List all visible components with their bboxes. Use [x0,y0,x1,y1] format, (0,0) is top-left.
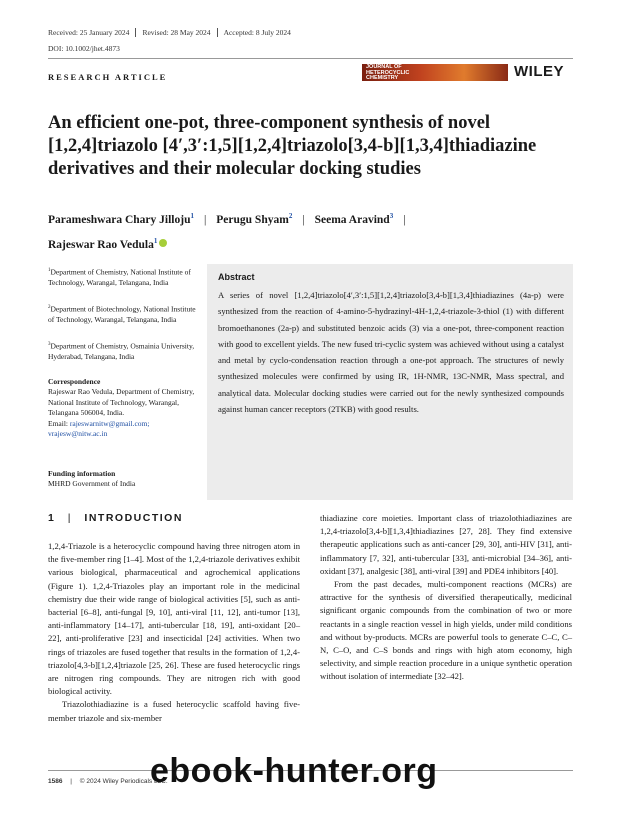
author-name[interactable]: Rajeswar Rao Vedula [48,238,154,251]
journal-logo-line2: HETEROCYCLIC [366,69,410,76]
abstract-heading: Abstract [218,272,255,282]
article-title: An efficient one-pot, three-component synthesis of novel [1,2,4]triazolo [4′,3′:1,5][1,2,4]triazolo[3,4-b][1,3,4]thiadiazine derivatives and their molecular docking studies [48,113,537,179]
paragraph: 1,2,4-Triazole is a heterocyclic compound having three nitrogen atom in the five-member ring [1–4]. Most of the 1,2,4-triazole derivatives exhibit various biological, pharmaceutical and agrochemical applications (Figure 1). 1,2,4-Triazoles play an important role in the medicinal chemistry due their wide range of biological activities [5], such as anti-bacterial [6–8], anti-fungal [9, 10], anti-viral [11, 12], anti-tumor [13], anti-inflammatory [14–17], anti-tubercular [18, 19], anti-oxidant [20–22], anti-proliferative [23] and insecticidal [24] activities. When two rings of triazoles are fused together that results in the formation of 1,2,4-triazolo[4,3-b][1,2,4]triazole [25, 26]. These are fused heterocyclic rings are nitrogen ring compounds. They are nitrogen rich with good biological activity. [48,541,300,697]
author-name[interactable]: Perugu Shyam [216,213,289,226]
right-column [320,512,572,684]
email-label: Email: [48,418,68,428]
journal-logo-line1: JOURNAL OF [366,64,402,70]
funding-text: MHRD Government of India [48,479,136,488]
email-link[interactable]: rajeswarnitw@gmail.com; [69,418,150,428]
correspondence-heading: Correspondence [48,377,101,386]
doi[interactable]: DOI: 10.1002/jhet.4873 [48,44,120,53]
author-name[interactable]: Seema Aravind [314,213,390,226]
affiliation [48,303,198,326]
affiliation-number: 3 [48,342,51,347]
affiliation-text: Department of Chemistry, Osmainia University, Hyderabad, Telangana, India [48,341,195,361]
author-affiliation-ref[interactable]: 1 [153,236,158,245]
author-separator: | [403,213,406,226]
correspondence-address: Rajeswar Rao Vedula, Department of Chemistry, National Institute of Technology, Warangal, Telangana 506004, India. [48,387,195,417]
author-affiliation-ref[interactable]: 3 [389,212,394,220]
header-divider [48,58,573,59]
section-title: INTRODUCTION [84,512,183,524]
funding-heading: Funding information [48,469,116,478]
affiliation-number: 1 [48,268,51,273]
author-affiliation-ref[interactable]: 2 [288,212,293,220]
author-name[interactable]: Parameshwara Chary Jilloju [48,213,191,226]
affiliation [48,266,198,289]
section-heading [48,512,183,524]
footer-separator: | [70,778,72,785]
abstract-text: A series of novel [1,2,4]triazolo[4′,3′:1,5][1,2,4]triazolo[3,4-b][1,3,4]thiadiazines (4a-p) were synthesized from the reaction of 4-amino-5-hydrazinyl-4H-1,2,4-triazole-3-thiol (1) with different bromoethanones (2a-p) and substituted benzoic acids (3) via a one-pot, three-component reaction with good to excellent yields. The new fused tri-cyclic system was achieved without using a catalyst and metal by cyclo-condensation reaction through a one-pot approach. The structures of newly synthesized molecules were confirmed by using IR, 1H-NMR, 13C-NMR, Mass spectral, and analytical data. Molecular docking studies were carried out for the newly synthesized compounds against human cancer receptors (2TKB) with good results. [218,290,564,415]
section-separator: | [67,512,72,524]
orcid-icon[interactable] [159,239,167,247]
journal-logo [362,64,508,81]
revised-date: Revised: 28 May 2024 [136,28,217,37]
paragraph: From the past decades, multi-component reactions (MCRs) are attractive for the synthesis of diversified therapeutically, medicinal significant organic compounds from the combination of two or more reactants in a single reaction vessel in high yields, under mild conditions and without by-products. MCRs are powerful tools to generate C–C, C–N, C–O, and C–S bonds and rings with high atom economy, high selectivity, and simple reaction procedure in a unique synthetic operation without isolation of intermediate [32–42]. [320,579,572,682]
section-label: RESEARCH ARTICLE [48,72,168,82]
section-number: 1 [48,512,56,524]
journal-logo-line3: CHEMISTRY [366,75,399,82]
received-date: Received: 25 January 2024 [48,28,136,37]
author-separator: | [203,213,207,226]
watermark: ebook-hunter.org [150,752,438,790]
affiliation-number: 2 [48,305,51,310]
publisher-logo: WILEY [514,63,564,80]
affiliation-text: Department of Biotechnology, National Institute of Technology, Warangal, Telangana, India [48,304,196,324]
author-affiliation-ref[interactable]: 1 [190,212,194,220]
copyright: © 2024 Wiley Periodicals LLC. [79,778,168,785]
paragraph: thiadiazine core moieties. Important class of triazolothiadiazines are 1,2,4-triazolo[3,4-b][1,3,4]thiadiazines [27, 28]. They find extensive therapeutic applications such as anti-cancer [29, 30], anti-HIV [31], anti-inflammatory [7, 32], anti-tubercular [33], anti-microbial [34–36], anti-oxidant [37], analgesic [38], anti-viral [39] and PDE4 inhibitors [40]. [320,513,572,576]
article-dates [48,28,297,37]
author-list [48,206,578,256]
affiliation [48,340,198,363]
author-separator: | [302,213,305,226]
left-column [48,540,300,725]
paragraph: Triazolothiadiazine is a fused heterocyclic scaffold having five-member triazole and six-member [48,699,300,723]
email-link[interactable]: vrajesw@nitw.ac.in [48,429,108,438]
correspondence-text [48,387,198,440]
affiliation-text: Department of Chemistry, National Institute of Technology, Warangal, Telangana, India [48,267,191,287]
accepted-date: Accepted: 8 July 2024 [223,28,291,37]
page-number: 1586 [48,778,63,785]
